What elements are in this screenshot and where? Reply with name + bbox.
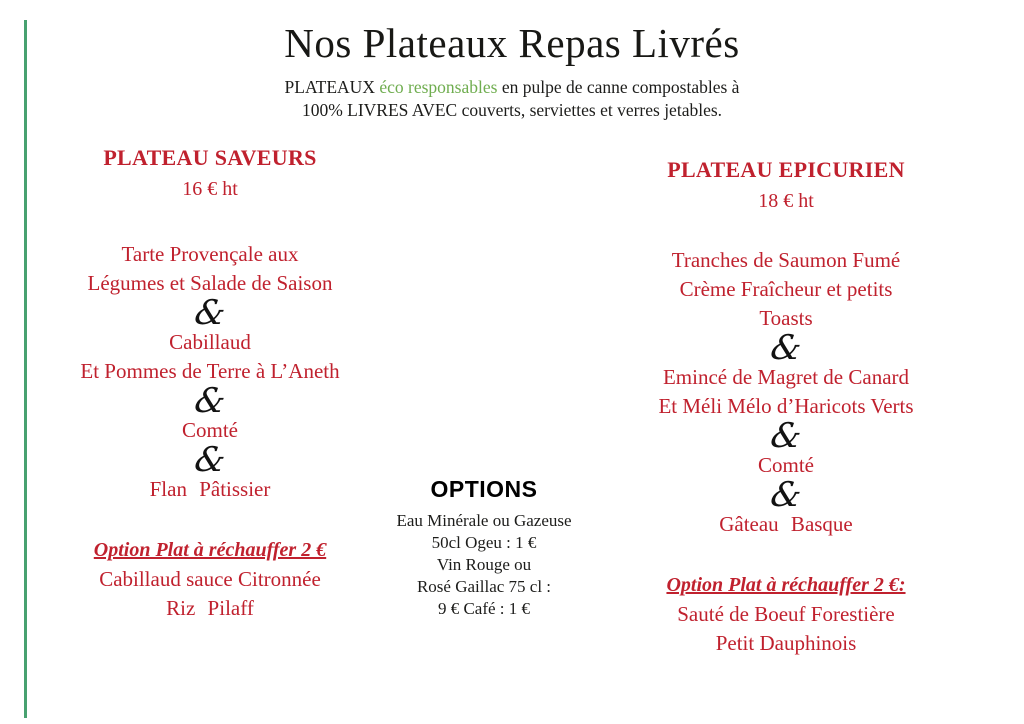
plateau-saveurs-price: 16 € ht [182, 178, 238, 200]
course-line: Comté [182, 418, 238, 442]
ampersand-divider-icon: & [768, 416, 804, 456]
option-title: Option Plat à réchauffer 2 €: [666, 574, 906, 596]
ampersand-divider-icon: & [768, 328, 804, 368]
subtitle-line-1 [0, 76, 1024, 99]
course-main [620, 363, 952, 421]
options-line: Vin Rouge ou [436, 555, 532, 574]
ampersand-divider-icon: & [192, 440, 228, 480]
option-line: Cabillaud sauce Citronnée [99, 567, 321, 591]
options-line: 50cl Ogeu : 1 € [431, 533, 537, 552]
page-subtitle [0, 76, 1024, 122]
eco-highlight: éco responsables [379, 77, 498, 97]
plateau-saveurs-section [30, 146, 390, 623]
course-line: Tarte Provençale aux [121, 242, 299, 266]
plateau-epicurien-section [620, 158, 952, 658]
page-title: Nos Plateaux Repas Livrés [284, 20, 740, 66]
course-line: Tranches de Saumon Fumé [671, 248, 901, 272]
course-line: Crème Fraîcheur et petits [679, 277, 893, 301]
option-title: Option Plat à réchauffer 2 € [93, 539, 327, 561]
course-line: Cabillaud [169, 330, 251, 354]
subtitle-line-2: 100% LIVRES AVEC couverts, serviettes et verres jetables. [301, 100, 723, 120]
course-starter [30, 240, 390, 298]
option-line: Sauté de Boeuf Forestière [677, 602, 895, 626]
options-section [380, 476, 588, 620]
course-line: Emincé de Magret de Canard [662, 365, 910, 389]
subtitle-prefix: PLATEAUX [284, 77, 380, 97]
ampersand-divider-icon: & [768, 475, 804, 515]
plateau-epicurien-courses [620, 246, 952, 539]
ampersand-divider-icon: & [192, 381, 228, 421]
subtitle-suffix: en pulpe de canne compostables à [497, 77, 740, 97]
ampersand-divider-icon: & [192, 293, 228, 333]
plateau-epicurien-price: 18 € ht [758, 190, 814, 212]
plateau-epicurien-title: PLATEAU EPICURIEN [667, 157, 905, 182]
options-title: OPTIONS [430, 476, 538, 502]
plateau-saveurs-title: PLATEAU SAVEURS [103, 145, 317, 170]
course-starter [620, 246, 952, 333]
left-accent-line [24, 20, 27, 718]
course-line: Toasts [759, 306, 813, 330]
plateau-saveurs-option [30, 536, 390, 623]
course-line: Comté [758, 453, 814, 477]
course-main [30, 328, 390, 386]
course-line: Gâteau Basque [719, 512, 853, 536]
course-line: Et Méli Mélo d’Haricots Verts [658, 394, 914, 418]
plateau-saveurs-courses [30, 240, 390, 504]
course-line: Flan Pâtissier [149, 477, 271, 501]
option-line: Petit Dauphinois [715, 631, 857, 655]
page-header [0, 18, 1024, 122]
options-lines [380, 510, 588, 620]
plateau-epicurien-option [620, 571, 952, 658]
option-line: Riz Pilaff [166, 596, 254, 620]
options-line: Eau Minérale ou Gazeuse [396, 511, 572, 530]
options-line: 9 € Café : 1 € [437, 599, 531, 618]
course-line: Légumes et Salade de Saison [87, 271, 333, 295]
options-line: Rosé Gaillac 75 cl : [416, 577, 552, 596]
course-line: Et Pommes de Terre à L’Aneth [80, 359, 340, 383]
